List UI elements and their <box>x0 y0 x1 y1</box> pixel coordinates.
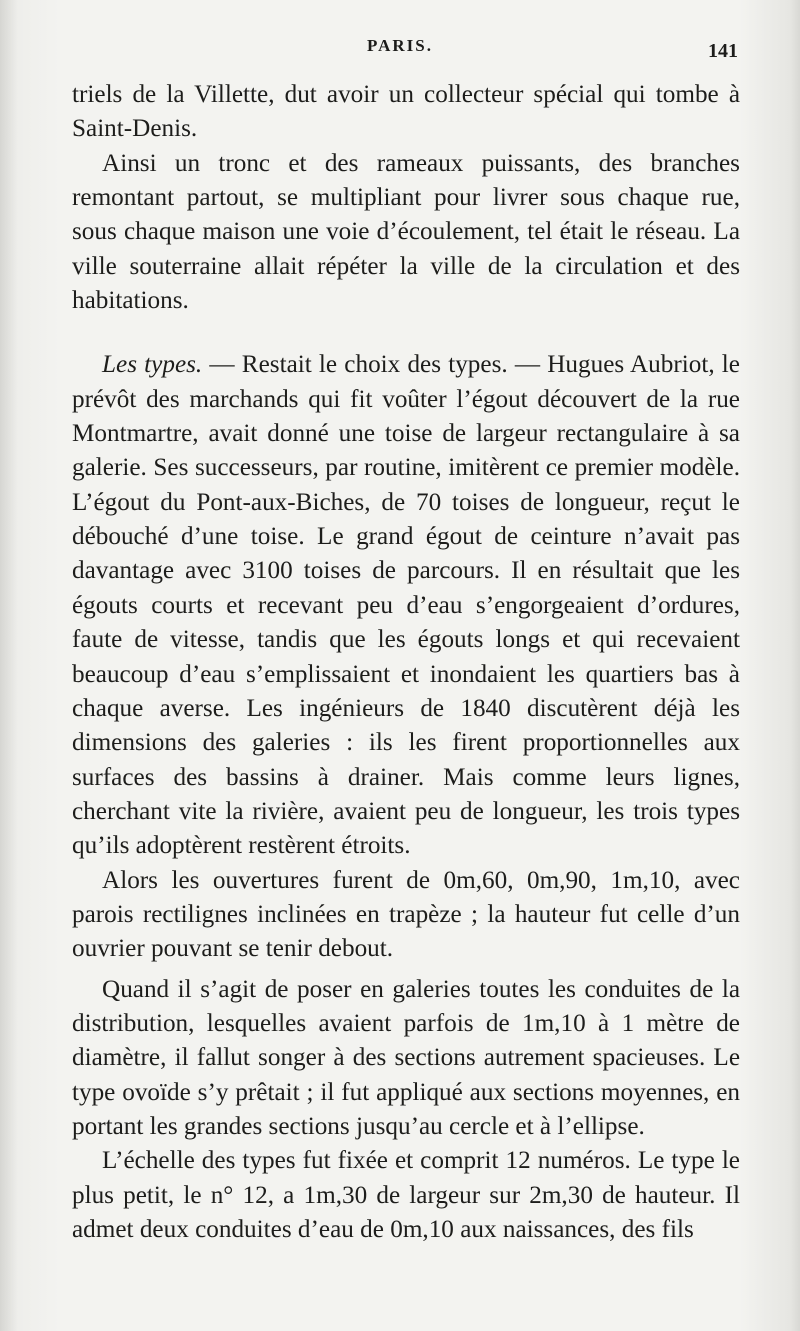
running-head: PARIS. <box>367 36 433 55</box>
section-title: Les types. <box>102 351 203 379</box>
paragraph-types <box>72 348 740 863</box>
page-number: 141 <box>708 40 738 62</box>
paragraph-4: Alors les ouvertures furent de 0m,60, 0m,90, 1m,10, avec parois rectilignes inclinées en trapèze ; la hauteur fut celle d’un ouvrier pouvant se tenir debout. <box>72 866 740 963</box>
body-text <box>72 78 740 1247</box>
paragraph-1: triels de la Villette, dut avoir un collecteur spécial qui tombe à Saint-Denis. <box>72 81 740 143</box>
paragraph-2: Ainsi un tronc et des rameaux puissants, des branches remontant partout, se multipliant pour livrer sous chaque rue, sous chaque maison une voie d’écoulement, tel était le réseau. La ville souterraine allait répéter la ville de la circulation et des habitations. <box>72 149 740 315</box>
paragraph-5: Quand il s’agit de poser en galeries toutes les conduites de la distribution, lesquelles avaient parfois de 1m,10 à 1 mètre de diamètre, il fallut songer à des sections autrement spacieuses. Le type ovoïde s’y prêtait ; il fut appliqué aux sections moyennes, en portant les grandes sections jusqu’au cercle et à l’ellipse. <box>72 975 740 1140</box>
paragraph-6: L’échelle des types fut fixée et comprit 12 numéros. Le type le plus petit, le n° 12, a 1m,30 de largeur sur 2m,30 de hauteur. Il admet deux conduites d’eau de 0m,10 aux naissances, des fils <box>72 1147 740 1243</box>
page-header <box>0 36 800 66</box>
section-text: — Restait le choix des types. — Hugues Aubriot, le prévôt des marchands qui fit voûter l’égout découvert de la rue Montmartre, avait donné une toise de largeur rectangulaire à sa galerie. Ses successeurs, par routine, imitèrent ce premier modèle. L’égout du Pont-aux-Biches, de 70 toises de longueur, reçut le débouché d’une toise. Le grand égout de ceinture n’avait pas davantage avec 3100 toises de parcours. Il en résultait que les égouts courts et recevant peu d’eau s’engorgeaient d’ordures, faute de vitesse, tandis que les égouts longs et qui recevaient beaucoup d’eau s’emplissaient et inondaient les quartiers bas à chaque averse. Les ingénieurs de 1840 discutèrent déjà les dimensions des galeries : ils les firent proportionnelles aux surfaces des bassins à drainer. Mais comme leurs lignes, cherchant vite la rivière, avaient peu de longueur, les trois types qu’ils adoptèrent restèrent étroits. <box>72 351 740 860</box>
